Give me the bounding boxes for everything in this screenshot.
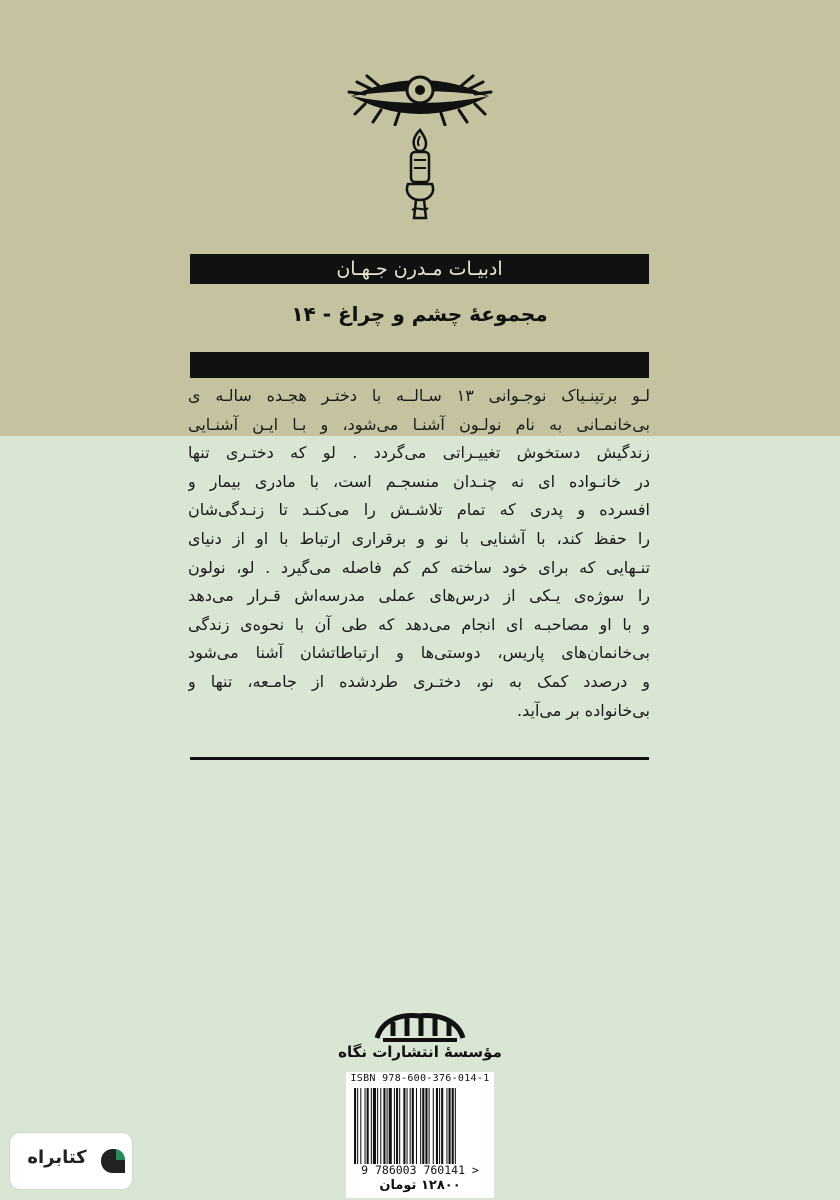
blurb-line: بی‌خانواده بر می‌آید.: [517, 700, 650, 720]
blurb-line: را سوژه‌ی یـکی از درس‌های عملی مدرسه‌اش قـرار می‌دهد: [188, 586, 650, 606]
barcode-bar: [449, 1088, 451, 1164]
barcode-bar: [365, 1088, 366, 1164]
barcode-bar: [425, 1088, 427, 1164]
isbn-barcode: [346, 1072, 494, 1198]
barcode-bar: [360, 1088, 361, 1164]
ketabrah-logo-icon: [98, 1146, 128, 1176]
barcode-bar: [403, 1088, 405, 1164]
barcode-bar: [422, 1088, 424, 1164]
barcode-bar: [357, 1088, 358, 1164]
ketabrah-label: کتابراه: [27, 1147, 87, 1168]
barcode-bars: [352, 1088, 488, 1164]
barcode-bar: [380, 1088, 381, 1164]
ketabrah-badge[interactable]: [10, 1133, 132, 1189]
blurb-line: را حفظ کند، با آشنایی با نو و برقراری ارتباط با او از دنیای: [188, 528, 650, 548]
barcode-bar: [387, 1088, 388, 1164]
barcode-bar: [407, 1088, 408, 1164]
blurb-line: لـو برتینـیاک نوجـوانی ۱۳ سـالــه با دختـر هجـده سالـه ی: [188, 386, 650, 405]
barcode-bar: [396, 1088, 398, 1164]
book-blurb: [188, 382, 650, 756]
barcode-bar: [439, 1088, 440, 1164]
barcode-bar: [416, 1088, 417, 1164]
barcode-bar: [452, 1088, 454, 1164]
series-title-bar: ادبیـات مـدرن جـهـان: [190, 254, 649, 284]
barcode-bar: [441, 1088, 443, 1164]
barcode-bar: [389, 1088, 392, 1164]
barcode-bar: [399, 1088, 400, 1164]
barcode-bar: [412, 1088, 414, 1164]
blurb-line: بی‌خانمان‌های پاریس، دوستی‌ها و ارتباطاتشان آشنا می‌شود: [188, 643, 650, 663]
barcode-digits: 9 786003 760141 >: [361, 1163, 479, 1177]
lamp-icon: [402, 128, 438, 222]
barcode-bar: [410, 1088, 411, 1164]
barcode-bar: [373, 1088, 376, 1164]
blurb-bottom-rule: [190, 757, 649, 760]
barcode-bar: [436, 1088, 438, 1164]
barcode-bar: [455, 1088, 456, 1164]
barcode-bar: [446, 1088, 447, 1164]
eye-logo-icon: [345, 70, 495, 126]
barcode-bar: [433, 1088, 434, 1164]
blurb-line: و درصدد کمک به نو، دختـری طردشده از جامـعه، تنها و: [188, 671, 650, 691]
barcode-bar: [420, 1088, 421, 1164]
collection-title: مجموعۀ چشم و چراغ - ۱۴: [291, 302, 548, 326]
isbn-label: ISBN 978-600-376-014-1: [350, 1073, 490, 1084]
publisher-name: مؤسسۀ انتشارات نگاه: [338, 1043, 502, 1061]
blurb-line: تنـهایی که برای خود ساخته کم کم فاصله می‌گیرد . لو، نولون: [188, 557, 650, 577]
barcode-bar: [367, 1088, 369, 1164]
blurb-line: بی‌خانمـانی به نام نولـون آشنـا می‌شود، و بـا ایـن آشنـایی: [188, 414, 650, 434]
barcode-bar: [371, 1088, 372, 1164]
barcode-bar: [383, 1088, 385, 1164]
publisher-logo-icon: [373, 1008, 467, 1044]
blurb-line: افسرده و پدری که تمام تلاشـش را می‌کنـد تا زنـدگی‌شان: [188, 500, 650, 520]
barcode-bar: [429, 1088, 430, 1164]
price-label: ۱۲۸۰۰ تومان: [379, 1178, 461, 1193]
barcode-bar: [394, 1088, 395, 1164]
barcode-bar: [377, 1088, 378, 1164]
blurb-line: و با او مصاحبـه ای انجام می‌دهد که طی آن با نحوه‌ی زندگی: [188, 614, 650, 634]
blurb-top-bar: [190, 352, 649, 378]
blurb-line: زندگیش دستخوش تغییـراتی می‌گردد . لو که دختـری تنها: [188, 443, 650, 463]
barcode-bar: [354, 1088, 356, 1164]
blurb-line: در خانـواده ای نه چنـدان منسجـم است، با مادری بیمار و: [188, 471, 650, 491]
